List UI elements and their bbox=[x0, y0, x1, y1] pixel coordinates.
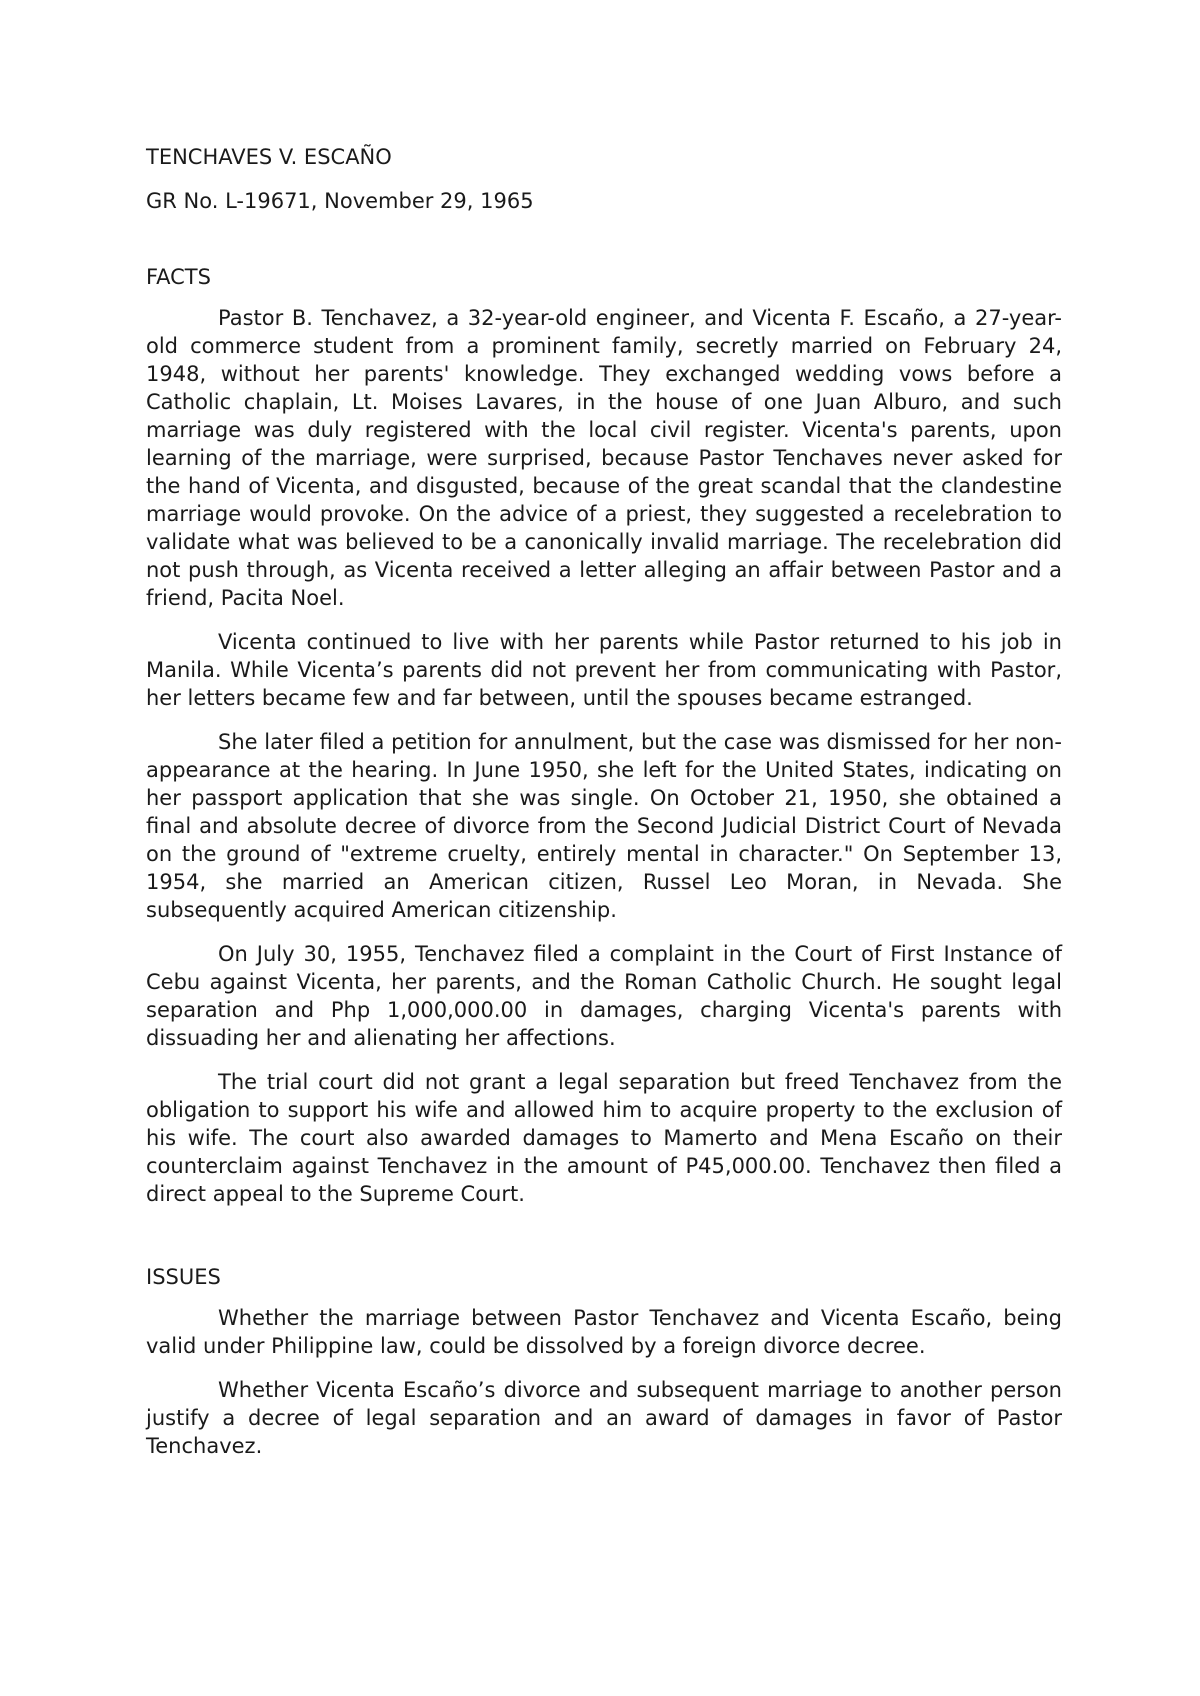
facts-paragraph: Pastor B. Tenchavez, a 32-year-old engineer, and Vicenta F. Escaño, a 27-year-old commerce student from a prominent family, secretly married on February 24, 1948, without her parents' knowledge. They exchanged wedding vows before a Catholic chaplain, Lt. Moises Lavares, in the house of one Juan Alburo, and such marriage was duly registered with the local civil register. Vicenta's parents, upon learning of the marriage, were surprised, because Pastor Tenchaves never asked for the hand of Vicenta, and disgusted, because of the great scandal that the clandestine marriage would provoke. On the advice of a priest, they suggested a recelebration to validate what was believed to be a canonically invalid marriage. The recelebration did not push through, as Vicenta received a letter alleging an affair between Pastor and a friend, Pacita Noel. bbox=[146, 306, 1062, 610]
case-title: TENCHAVES V. ESCAÑO bbox=[146, 145, 392, 169]
facts-paragraph: The trial court did not grant a legal separation but freed Tenchavez from the obligation to support his wife and allowed him to acquire property to the exclusion of his wife. The court also awarded damages to Mamerto and Mena Escaño on their counterclaim against Tenchavez in the amount of P45,000.00. Tenchavez then filed a direct appeal to the Supreme Court. bbox=[146, 1070, 1062, 1206]
facts-paragraph: On July 30, 1955, Tenchavez filed a complaint in the Court of First Instance of Cebu against Vicenta, her parents, and the Roman Catholic Church. He sought legal separation and Php 1,000,000.00 in damages, charging Vicenta's parents with dissuading her and alienating her affections. bbox=[146, 942, 1062, 1050]
facts-section bbox=[146, 304, 1062, 1208]
issues-heading: ISSUES bbox=[146, 1265, 221, 1289]
document-page bbox=[146, 142, 1062, 1460]
issues-section bbox=[146, 1304, 1062, 1460]
facts-heading: FACTS bbox=[146, 265, 211, 289]
facts-paragraph: Vicenta continued to live with her parents while Pastor returned to his job in Manila. While Vicenta’s parents did not prevent her from communicating with Pastor, her letters became few and far between, until the spouses became estranged. bbox=[146, 630, 1062, 710]
case-citation: GR No. L-19671, November 29, 1965 bbox=[146, 189, 534, 213]
issues-paragraph: Whether the marriage between Pastor Tenchavez and Vicenta Escaño, being valid under Philippine law, could be dissolved by a foreign divorce decree. bbox=[146, 1306, 1062, 1358]
issues-paragraph: Whether Vicenta Escaño’s divorce and subsequent marriage to another person justify a decree of legal separation and an award of damages in favor of Pastor Tenchavez. bbox=[146, 1378, 1062, 1458]
facts-paragraph: She later filed a petition for annulment, but the case was dismissed for her non-appearance at the hearing. In June 1950, she left for the United States, indicating on her passport application that she was single. On October 21, 1950, she obtained a final and absolute decree of divorce from the Second Judicial District Court of Nevada on the ground of "extreme cruelty, entirely mental in character." On September 13, 1954, she married an American citizen, Russel Leo Moran, in Nevada. She subsequently acquired American citizenship. bbox=[146, 730, 1062, 922]
